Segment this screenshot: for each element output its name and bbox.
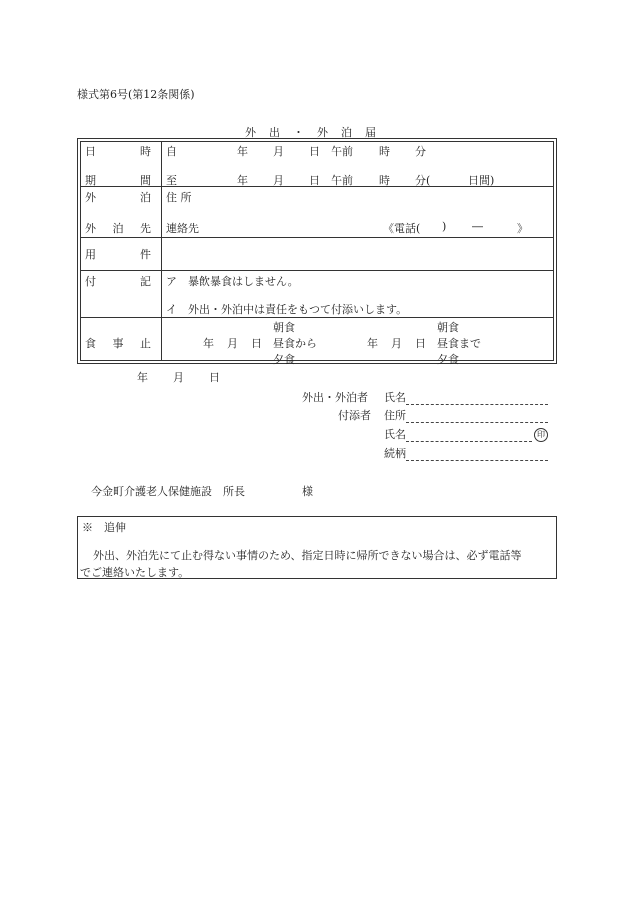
postscript-line1: 外出、外泊先にて止む得ない事情のため、指定日時に帰所できない場合は、必ず電話等 — [93, 549, 522, 562]
form-number: 様式第6号(第12条関係) — [77, 88, 195, 101]
label-column-divider — [161, 141, 162, 361]
to-day: 日 — [309, 174, 320, 187]
attendant-name-label: 氏名 — [384, 428, 406, 441]
to-hour: 時 — [379, 174, 390, 187]
seal-icon: 印 — [534, 428, 548, 442]
addressee-honorific: 様 — [302, 485, 313, 498]
attendant-address-label: 住所 — [384, 409, 406, 422]
contact-label: 連絡先 — [166, 222, 199, 235]
from-ampm: 午前 — [331, 145, 353, 158]
from-hour: 時 — [379, 145, 390, 158]
label-destination: 外 泊 先 — [85, 222, 151, 235]
note-item-a: ア 暴飲暴食はしません。 — [166, 275, 299, 288]
relationship-line — [384, 445, 548, 461]
to-month: 月 — [273, 174, 284, 187]
from-prefix: 自 — [166, 145, 177, 158]
relationship-label: 続柄 — [384, 447, 406, 460]
label-period: 期 間 — [85, 174, 151, 187]
meal-to-lunch: 昼食まで — [437, 337, 481, 350]
meal-to-year: 年 — [367, 337, 378, 350]
meal-from-lunch: 昼食から — [273, 337, 317, 350]
postscript-heading: ※ 追伸 — [82, 521, 126, 534]
applicant-name-label: 氏名 — [384, 391, 406, 404]
meal-to-breakfast: 朝食 — [437, 321, 459, 334]
applicant-label: 外出・外泊者 — [302, 391, 368, 404]
label-meal-stop: 食 事 止 — [85, 337, 151, 350]
from-month: 月 — [273, 145, 284, 158]
meal-from-day: 日 — [251, 337, 262, 350]
attendant-address-line — [384, 407, 548, 423]
to-days: 日間) — [468, 174, 495, 187]
to-ampm: 午前 — [331, 174, 353, 187]
label-overnight: 外 泊 — [85, 191, 151, 204]
to-year: 年 — [237, 174, 248, 187]
meal-from-year: 年 — [203, 337, 214, 350]
relationship-blank[interactable] — [406, 448, 548, 461]
date-day: 日 — [209, 371, 220, 384]
meal-from-breakfast: 朝食 — [273, 321, 295, 334]
phone-label: 《電話( — [383, 222, 421, 235]
meal-from-month: 月 — [227, 337, 238, 350]
postscript-line2: でご連絡いたします。 — [80, 566, 190, 579]
applicant-name-blank[interactable] — [406, 392, 548, 405]
form-title: 外 出 ・ 外 泊 届 — [245, 126, 377, 139]
label-datetime: 日 時 — [85, 145, 151, 158]
phone-close: ) — [442, 220, 447, 233]
phone-dash: ― — [472, 220, 483, 233]
meal-to-dinner: 夕食 — [437, 353, 459, 366]
address-label: 住 所 — [166, 191, 192, 204]
row-divider-3 — [80, 270, 554, 271]
date-year: 年 — [137, 371, 148, 384]
meal-from-dinner: 夕食 — [273, 353, 295, 366]
row-divider-4 — [80, 317, 554, 318]
addressee-facility: 今金町介護老人保健施設 所長 — [91, 485, 245, 498]
phone-end: 》 — [517, 222, 528, 235]
attendant-name-line — [384, 426, 548, 442]
note-item-b: イ 外出・外泊中は責任をもつて付添いします。 — [166, 303, 408, 316]
from-year: 年 — [237, 145, 248, 158]
row-divider-2 — [80, 237, 554, 238]
meal-to-day: 日 — [415, 337, 426, 350]
to-minute: 分( — [415, 174, 431, 187]
applicant-name-line — [384, 389, 548, 405]
label-notes: 付 記 — [85, 275, 151, 288]
attendant-address-blank[interactable] — [406, 410, 548, 423]
attendant-label: 付添者 — [338, 409, 371, 422]
meal-to-month: 月 — [391, 337, 402, 350]
label-purpose: 用 件 — [85, 248, 151, 261]
from-minute: 分 — [415, 145, 426, 158]
attendant-name-blank[interactable] — [406, 429, 532, 442]
from-day: 日 — [309, 145, 320, 158]
date-month: 月 — [173, 371, 184, 384]
to-prefix: 至 — [166, 174, 177, 187]
